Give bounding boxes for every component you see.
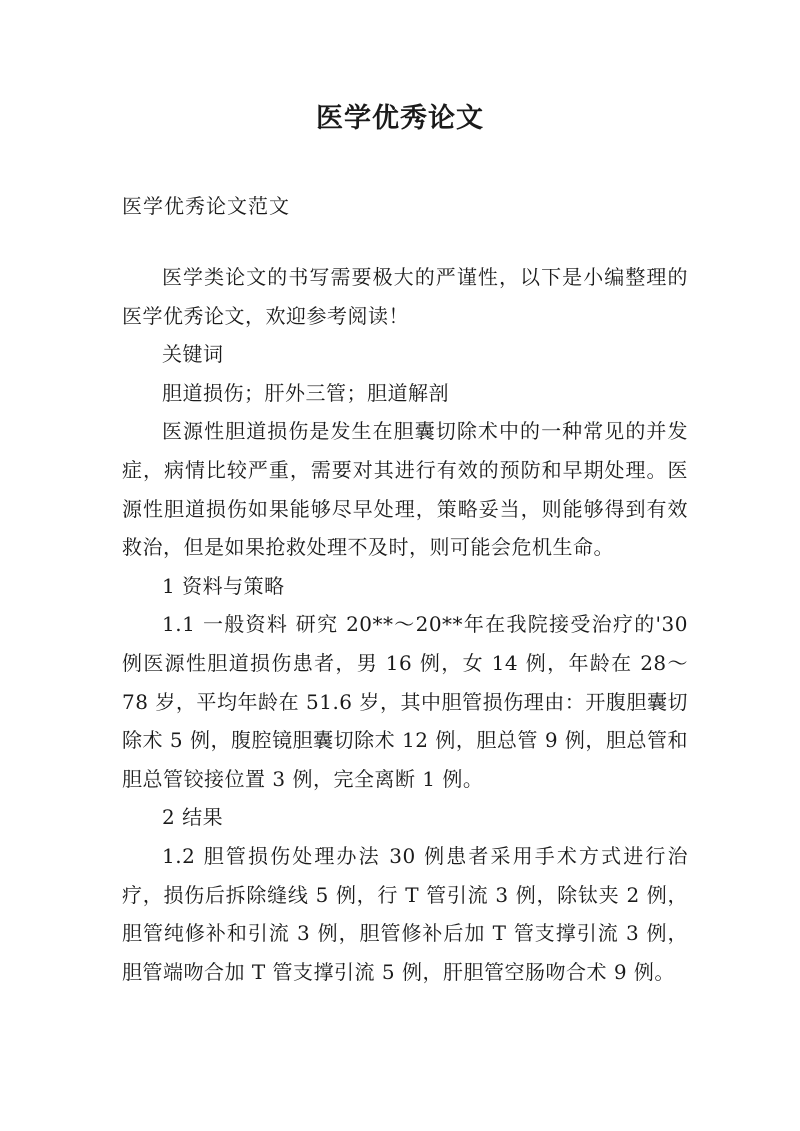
document-subtitle: 医学优秀论文范文 — [122, 194, 290, 218]
treatment-paragraph: 1.2 胆管损伤处理办法 30 例患者采用手术方式进行治疗，损伤后拆除缝线 5 例，行 T 管引流 3 例，除钛夹 2 例，胆管纯修补和引流 3 例，胆管修补后加 T 管支撑引流 3 例，胆管端吻合加 T 管支撑引流 5 例，肝胆管空肠吻合术 9 例。 — [122, 843, 688, 984]
document-body — [122, 258, 688, 991]
general-data-paragraph: 1.1 一般资料 研究 20**～20**年在我院接受治疗的'30 例医源性胆道损伤患者，男 16 例，女 14 例，年龄在 28～78 岁，平均年龄在 51.6 岁，其中胆管损伤理由：开腹胆囊切除术 5 例，腹腔镜胆囊切除术 12 例，胆总管 9 例，胆总管和胆总管铰接位置 3 例，完全离断 1 例。 — [122, 612, 688, 791]
section-heading-materials: 1 资料与策略 — [162, 573, 285, 598]
section-heading-results: 2 结果 — [162, 805, 224, 830]
page-title: 医学优秀论文 — [316, 103, 484, 134]
keywords-heading: 关键词 — [162, 342, 224, 367]
intro-paragraph: 医学类论文的书写需要极大的严谨性，以下是小编整理的医学优秀论文，欢迎参考阅读！ — [122, 265, 688, 328]
background-paragraph: 医源性胆道损伤是发生在胆囊切除术中的一种常见的并发症，病情比较严重，需要对其进行有效的预防和早期处理。医源性胆道损伤如果能够尽早处理，策略妥当，则能够得到有效救治，但是如果抢救处理不及时，则可能会危机生命。 — [122, 419, 688, 560]
keywords-list: 胆道损伤；肝外三管；胆道解剖 — [162, 380, 449, 405]
